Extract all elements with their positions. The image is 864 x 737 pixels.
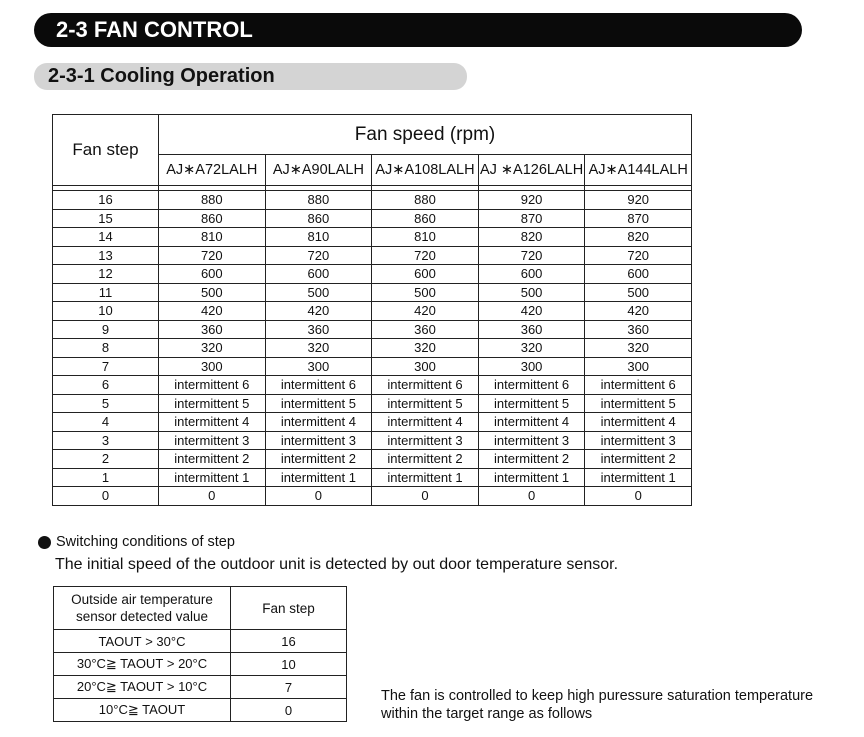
table-row xyxy=(53,228,692,247)
fan-speed-cell: 720 xyxy=(372,246,479,265)
table-row xyxy=(53,320,692,339)
bullet-icon xyxy=(38,536,51,549)
fan-step-cell: 16 xyxy=(53,191,159,210)
fan-speed-cell: 600 xyxy=(159,265,266,284)
fan-speed-cell: 500 xyxy=(478,283,585,302)
table-row xyxy=(53,487,692,506)
fan-speed-cell: 320 xyxy=(159,339,266,358)
condition-header xyxy=(54,587,231,630)
fan-speed-cell: 920 xyxy=(478,191,585,210)
fan-step-cell: 8 xyxy=(53,339,159,358)
fan-speed-cell: intermittent 6 xyxy=(585,376,692,395)
fan-speed-cell: intermittent 4 xyxy=(585,413,692,432)
fan-step-cell: 5 xyxy=(53,394,159,413)
initial-speed-text: The initial speed of the outdoor unit is detected by out door temperature sensor. xyxy=(55,556,619,573)
fan-step-header: Fan step xyxy=(53,115,159,186)
fan-speed-cell: intermittent 5 xyxy=(159,394,266,413)
fan-step-cell: 1 xyxy=(53,468,159,487)
condition-step-cell: 0 xyxy=(231,699,347,722)
fan-speed-cell: intermittent 4 xyxy=(265,413,372,432)
model-header: AJ ∗A126LALH xyxy=(478,155,585,186)
model-header: AJ∗A108LALH xyxy=(372,155,479,186)
fan-speed-cell: intermittent 3 xyxy=(585,431,692,450)
fan-speed-cell: 360 xyxy=(372,320,479,339)
model-header: AJ∗A90LALH xyxy=(265,155,372,186)
fan-speed-cell: 420 xyxy=(585,302,692,321)
fan-speed-cell: intermittent 4 xyxy=(478,413,585,432)
fan-step-cell: 13 xyxy=(53,246,159,265)
control-note-line1: The fan is controlled to keep high puressure saturation temperature xyxy=(381,688,814,704)
fan-speed-cell: 600 xyxy=(478,265,585,284)
table-row xyxy=(53,265,692,284)
table-row xyxy=(53,246,692,265)
fan-speed-cell: 320 xyxy=(372,339,479,358)
fan-speed-cell: 600 xyxy=(372,265,479,284)
fan-speed-cell: 810 xyxy=(159,228,266,247)
fan-speed-cell: 0 xyxy=(372,487,479,506)
fan-speed-cell: 360 xyxy=(478,320,585,339)
fan-speed-cell: 0 xyxy=(265,487,372,506)
fan-speed-cell: 420 xyxy=(159,302,266,321)
fan-speed-cell: 420 xyxy=(372,302,479,321)
fan-speed-cell: 300 xyxy=(265,357,372,376)
fan-speed-cell: intermittent 3 xyxy=(265,431,372,450)
fan-step-cell: 12 xyxy=(53,265,159,284)
fan-speed-cell: 500 xyxy=(265,283,372,302)
control-note xyxy=(381,687,851,723)
fan-speed-cell: 320 xyxy=(265,339,372,358)
fan-speed-cell: 720 xyxy=(265,246,372,265)
fan-speed-cell: 870 xyxy=(585,209,692,228)
fan-speed-cell: 320 xyxy=(585,339,692,358)
condition-fan-step-header: Fan step xyxy=(231,587,347,630)
fan-speed-cell: 300 xyxy=(159,357,266,376)
fan-speed-cell: 300 xyxy=(478,357,585,376)
fan-speed-cell: 860 xyxy=(372,209,479,228)
fan-speed-cell: 720 xyxy=(585,246,692,265)
condition-table-container xyxy=(53,586,347,722)
fan-speed-cell: intermittent 2 xyxy=(159,450,266,469)
fan-speed-cell: 420 xyxy=(265,302,372,321)
table-row xyxy=(54,653,347,676)
condition-header-line1: Outside air temperature xyxy=(71,592,213,607)
fan-speed-cell: 360 xyxy=(159,320,266,339)
fan-speed-cell: intermittent 6 xyxy=(372,376,479,395)
fan-step-cell: 2 xyxy=(53,450,159,469)
fan-speed-cell: 860 xyxy=(159,209,266,228)
fan-speed-cell: intermittent 1 xyxy=(159,468,266,487)
fan-speed-cell: 300 xyxy=(372,357,479,376)
fan-speed-cell: 300 xyxy=(585,357,692,376)
fan-speed-cell: intermittent 1 xyxy=(372,468,479,487)
table-row xyxy=(53,431,692,450)
model-header: AJ∗A144LALH xyxy=(585,155,692,186)
table-row xyxy=(53,302,692,321)
table-row xyxy=(54,630,347,653)
table-row xyxy=(53,339,692,358)
fan-step-cell: 14 xyxy=(53,228,159,247)
fan-speed-cell: 870 xyxy=(478,209,585,228)
fan-speed-cell: 810 xyxy=(372,228,479,247)
fan-step-cell: 11 xyxy=(53,283,159,302)
fan-speed-cell: 0 xyxy=(478,487,585,506)
fan-speed-cell: intermittent 1 xyxy=(585,468,692,487)
fan-speed-cell: 880 xyxy=(265,191,372,210)
table-row xyxy=(54,699,347,722)
table-row xyxy=(53,283,692,302)
fan-step-cell: 0 xyxy=(53,487,159,506)
condition-cell: 10°C≧ TAOUT xyxy=(54,699,231,722)
fan-speed-cell: intermittent 2 xyxy=(585,450,692,469)
fan-speed-cell: intermittent 2 xyxy=(372,450,479,469)
condition-table xyxy=(53,586,347,722)
table-row xyxy=(53,413,692,432)
condition-header-line2: sensor detected value xyxy=(75,609,209,624)
fan-step-cell: 9 xyxy=(53,320,159,339)
table-row xyxy=(53,376,692,395)
fan-speed-cell: 360 xyxy=(265,320,372,339)
fan-step-cell: 6 xyxy=(53,376,159,395)
fan-speed-cell: 820 xyxy=(478,228,585,247)
fan-speed-cell: 0 xyxy=(585,487,692,506)
fan-speed-cell: intermittent 3 xyxy=(372,431,479,450)
fan-step-cell: 3 xyxy=(53,431,159,450)
condition-step-cell: 16 xyxy=(231,630,347,653)
section-title: 2-3 FAN CONTROL xyxy=(34,13,802,47)
fan-speed-cell: intermittent 3 xyxy=(478,431,585,450)
control-note-line2: within the target range as follows xyxy=(381,706,593,722)
fan-speed-cell: 500 xyxy=(372,283,479,302)
fan-speed-cell: intermittent 6 xyxy=(159,376,266,395)
fan-speed-cell: intermittent 2 xyxy=(265,450,372,469)
fan-speed-cell: 500 xyxy=(585,283,692,302)
fan-step-cell: 15 xyxy=(53,209,159,228)
fan-step-cell: 4 xyxy=(53,413,159,432)
condition-step-cell: 10 xyxy=(231,653,347,676)
table-row xyxy=(53,450,692,469)
fan-speed-cell: intermittent 5 xyxy=(372,394,479,413)
fan-speed-cell: intermittent 5 xyxy=(585,394,692,413)
switching-conditions-text: Switching conditions of step xyxy=(56,534,235,550)
fan-speed-cell: 0 xyxy=(159,487,266,506)
fan-speed-cell: 920 xyxy=(585,191,692,210)
fan-speed-cell: 820 xyxy=(585,228,692,247)
table-row xyxy=(53,357,692,376)
fan-step-cell: 10 xyxy=(53,302,159,321)
fan-speed-cell: 810 xyxy=(265,228,372,247)
fan-speed-cell: 880 xyxy=(372,191,479,210)
fan-speed-cell: 500 xyxy=(159,283,266,302)
table-row xyxy=(53,209,692,228)
fan-step-cell: 7 xyxy=(53,357,159,376)
fan-speed-cell: 860 xyxy=(265,209,372,228)
fan-speed-cell: 720 xyxy=(478,246,585,265)
table-row xyxy=(53,394,692,413)
fan-speed-cell: 360 xyxy=(585,320,692,339)
fan-speed-cell: intermittent 1 xyxy=(265,468,372,487)
model-header: AJ∗A72LALH xyxy=(159,155,266,186)
fan-speed-cell: intermittent 2 xyxy=(478,450,585,469)
fan-speed-cell: 880 xyxy=(159,191,266,210)
fan-speed-cell: intermittent 5 xyxy=(265,394,372,413)
condition-step-cell: 7 xyxy=(231,676,347,699)
fan-speed-cell: 320 xyxy=(478,339,585,358)
fan-speed-cell: intermittent 4 xyxy=(159,413,266,432)
fan-speed-cell: intermittent 1 xyxy=(478,468,585,487)
switching-conditions-label xyxy=(38,534,235,550)
condition-cell: 20°C≧ TAOUT > 10°C xyxy=(54,676,231,699)
table-row xyxy=(53,468,692,487)
fan-speed-cell: 420 xyxy=(478,302,585,321)
fan-speed-cell: intermittent 5 xyxy=(478,394,585,413)
condition-cell: TAOUT > 30°C xyxy=(54,630,231,653)
fan-speed-cell: intermittent 6 xyxy=(265,376,372,395)
fan-speed-header: Fan speed (rpm) xyxy=(159,115,692,155)
fan-speed-cell: intermittent 4 xyxy=(372,413,479,432)
subsection-title: 2-3-1 Cooling Operation xyxy=(34,63,467,90)
fan-speed-cell: 720 xyxy=(159,246,266,265)
fan-speed-cell: intermittent 6 xyxy=(478,376,585,395)
table-row xyxy=(53,191,692,210)
fan-speed-cell: 600 xyxy=(585,265,692,284)
table-row xyxy=(54,676,347,699)
fan-speed-table-container xyxy=(52,114,692,506)
fan-speed-table xyxy=(52,114,692,506)
condition-cell: 30°C≧ TAOUT > 20°C xyxy=(54,653,231,676)
fan-speed-cell: 600 xyxy=(265,265,372,284)
fan-speed-cell: intermittent 3 xyxy=(159,431,266,450)
